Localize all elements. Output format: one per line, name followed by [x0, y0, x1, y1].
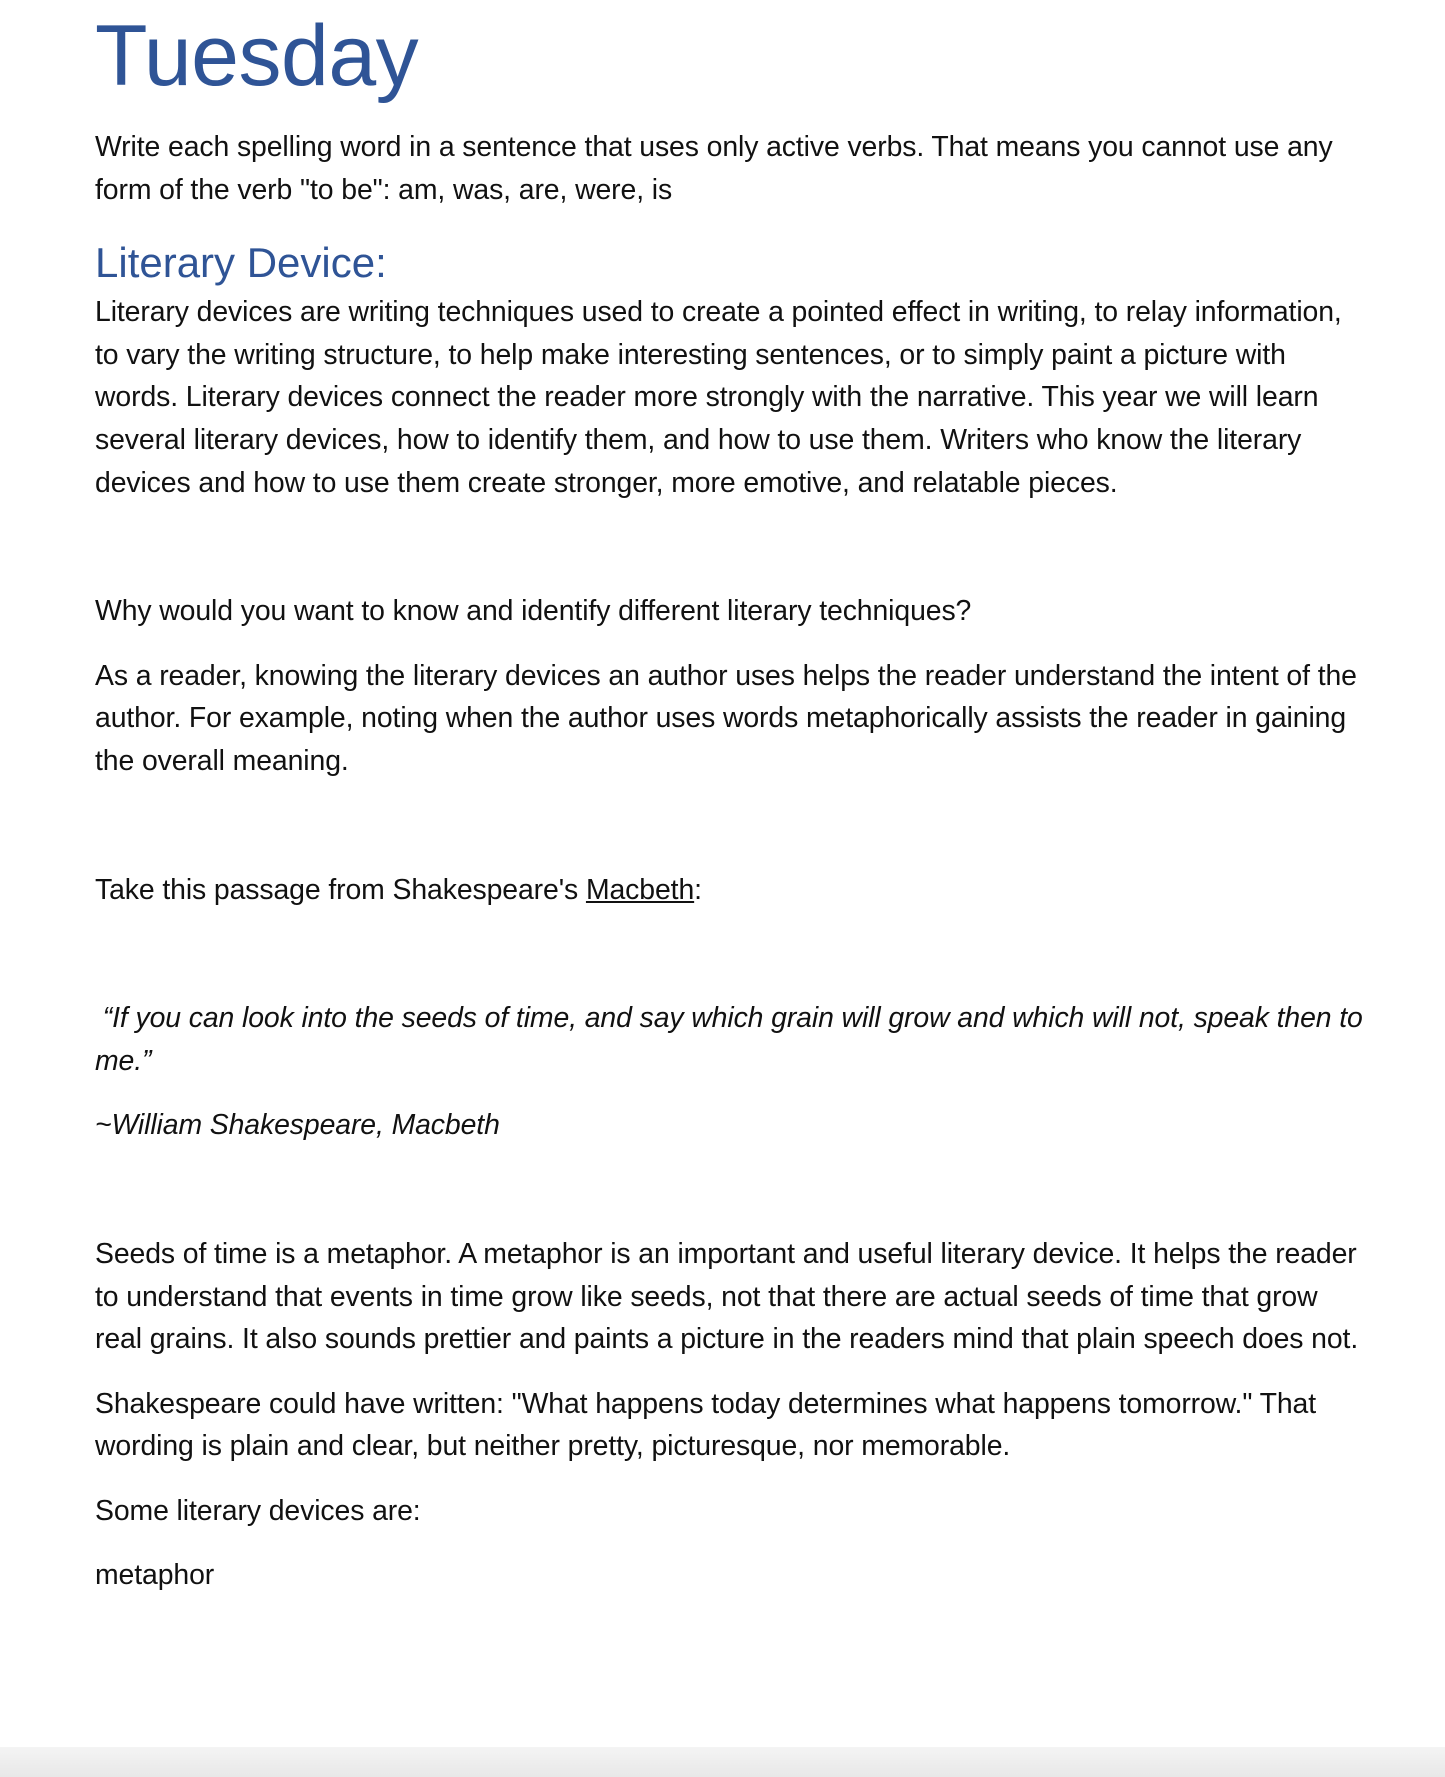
metaphor-explanation-paragraph: Seeds of time is a metaphor. A metaphor is an important and useful literary device. It helps the reader to understand that events in time grow like seeds, not that there are actual seeds of time that grow real grains. It also sounds prettier and paints a picture in the readers mind that plain speech does not. — [95, 1237, 1359, 1356]
definition-paragraph: Literary devices are writing techniques used to create a pointed effect in writing, to relay information, to vary the writing structure, to help make interesting sentences, or to simply paint a picture with words. Literary devices connect the reader more strongly with the narrative. This year we will learn several literary devices, how to identify them, and how to use them. Writers who know the literary devices and how to use them create stronger, more emotive, and relatable pieces. — [95, 296, 1342, 499]
bottom-edge-bar — [0, 1747, 1445, 1777]
intro-paragraph: Write each spelling word in a sentence that uses only active verbs. That means you cannot use any form of the verb "to be": am, was, are, were, is — [95, 131, 1333, 206]
document-body — [95, 0, 1365, 1597]
list-intro-paragraph: Some literary devices are: — [95, 1494, 421, 1527]
passage-intro-paragraph — [95, 869, 1365, 912]
list-item: metaphor — [95, 1559, 215, 1592]
quote-paragraph: “If you can look into the seeds of time, and say which grain will grow and which will not, speak then to me.” — [95, 1002, 1363, 1077]
macbeth-title: Macbeth — [585, 873, 695, 906]
quote-attribution: ~William Shakespeare, Macbeth — [95, 1109, 500, 1142]
question-paragraph: Why would you want to know and identify different literary techniques? — [95, 595, 972, 628]
passage-intro-prefix: Take this passage from Shakespeare's — [95, 873, 586, 906]
passage-intro-suffix: : — [694, 873, 702, 906]
answer-paragraph: As a reader, knowing the literary devices an author uses helps the reader understand the intent of the author. For example, noting when the author uses words metaphorically assists the reader in gaining the overall meaning. — [95, 659, 1357, 777]
page-title: Tuesday — [95, 8, 419, 104]
alternative-paragraph: Shakespeare could have written: "What happens today determines what happens tomorrow." That wording is plain and clear, but neither pretty, picturesque, nor memorable. — [95, 1387, 1316, 1463]
section-heading: Literary Device: — [95, 239, 387, 287]
